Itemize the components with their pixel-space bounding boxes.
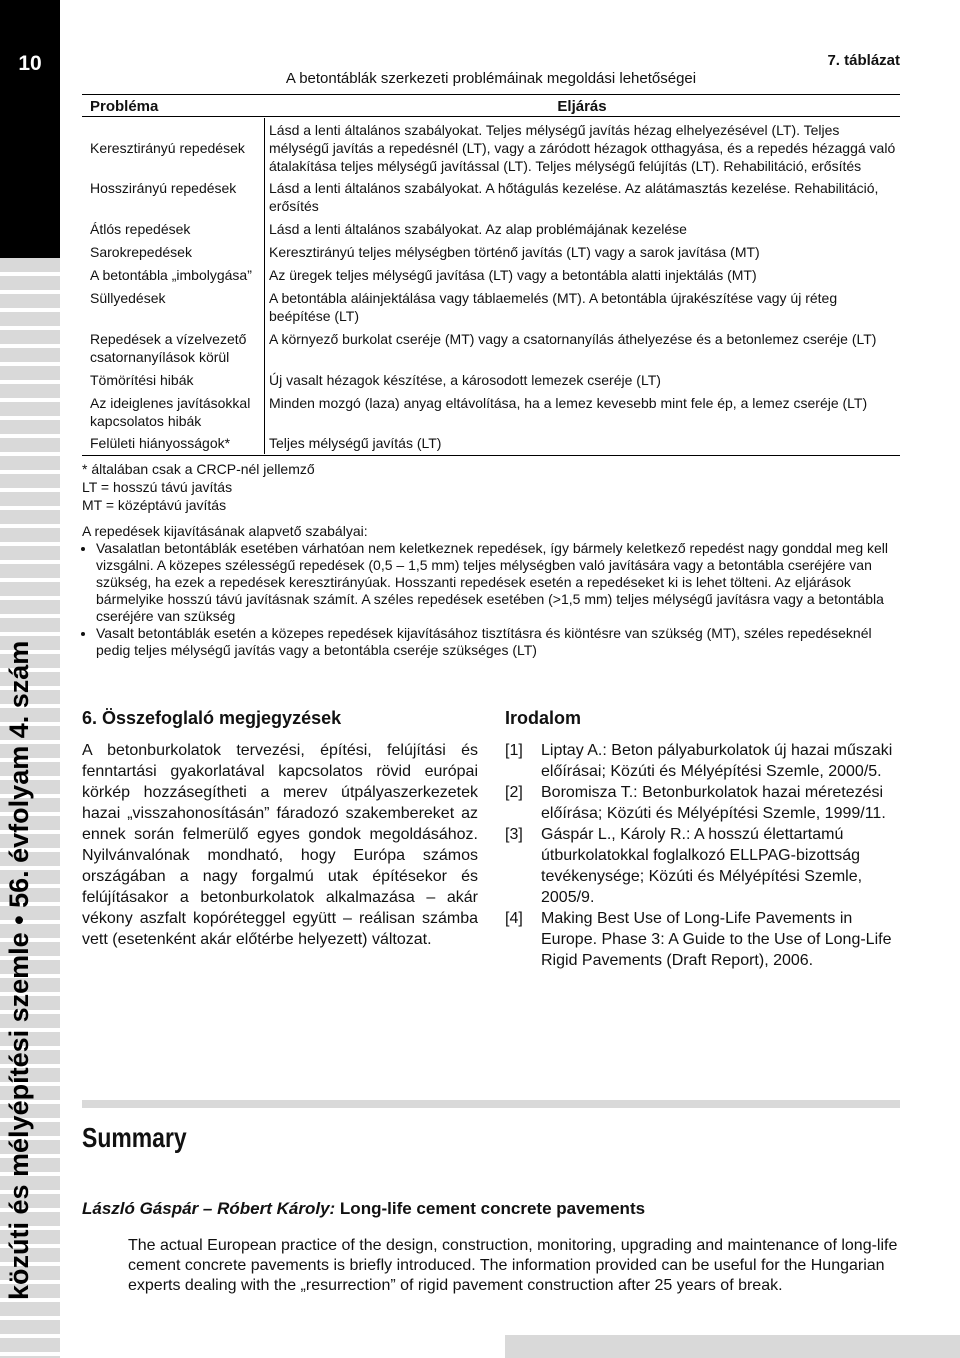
- page-number: 10: [18, 52, 42, 75]
- table-cell-problem: Repedések a vízelvezető csatornanyílások körül: [90, 331, 247, 365]
- summary-author-line: [82, 1199, 645, 1219]
- table-number: 7. táblázat: [827, 52, 900, 69]
- table-cell-problem: Süllyedések: [90, 290, 166, 306]
- table-cell-method: A környező burkolat cseréje (MT) vagy a csatornanyílás áthelyezése és a betonlemez cseréje (LT): [269, 331, 877, 347]
- reference-text: Making Best Use of Long-Life Pavements in Europe. Phase 3: A Guide to the Use of Long-Life Rigid Pavements (Draft Report), 2006.: [541, 910, 892, 969]
- table-header-problem: Probléma: [90, 98, 159, 115]
- table-cell-problem: A betontábla „imbolygása”: [90, 267, 252, 283]
- reference-number: [1]: [505, 742, 523, 759]
- table-cell-method: Lásd a lenti általános szabályokat. A hőtágulás kezelése. Az alátámasztás kezelése. Rehabilitáció, erősítés: [269, 180, 879, 214]
- table-cell-method: Lásd a lenti általános szabályokat. Az alap problémájának kezelése: [269, 221, 687, 237]
- rules-intro: A repedések kijavításának alapvető szabályai:: [82, 523, 368, 539]
- reference-item: [505, 782, 901, 824]
- reference-number: [4]: [505, 910, 523, 927]
- rules-list: [82, 540, 902, 659]
- summary-divider: [82, 1100, 900, 1108]
- summary-article-title: Long-life cement concrete pavements: [339, 1199, 646, 1218]
- summary-title: Summary: [82, 1122, 187, 1153]
- repair-rules: [82, 523, 902, 659]
- footnote: * általában csak a CRCP-nél jellemző: [82, 461, 315, 477]
- footnote: MT = középtávú javítás: [82, 497, 227, 513]
- reference-item: [505, 908, 901, 971]
- table-cell-problem: Átlós repedések: [90, 221, 191, 237]
- table-cell-method: Új vasalt hézagok készítése, a károsodott lemezek cseréje (LT): [269, 372, 661, 388]
- reference-item: [505, 740, 901, 782]
- table-cell-method: Keresztirányú teljes mélységben történő javítás (LT) vagy a sarok javítása (MT): [269, 244, 760, 260]
- references-heading: Irodalom: [505, 708, 582, 728]
- section-body: A betonburkolatok tervezési, építési, felújítási és fenntartási gyakorlatával kapcsolatos rövid európai körkép hozzásegítheti a merev útpályaszerkezetek hazai „visszahonosításán” fáradozó szakembereket az ennek során felmerülő egyes gondok megoldásához. Nyilvánvalónak mondható, hogy Európa számos országában a nagy forgalmú utak építésekor és felújításakor a betonburkolatok alkalmazása – akár vékony aszfalt kopóréteggel együtt – reálisan számba vett (esetenként akár előtérbe helyezett) változat.: [82, 742, 478, 948]
- reference-text: Boromisza T.: Betonburkolatok hazai méretezési előírása; Közúti és Mélyépítési Szemle, 1999/11.: [541, 784, 886, 822]
- section-heading: 6. Összefoglaló megjegyzések: [82, 708, 342, 728]
- table-column-divider: [264, 118, 265, 454]
- table-cell-problem: Sarokrepedések: [90, 244, 192, 260]
- summary-text: The actual European practice of the design, construction, monitoring, upgrading and maintenance of long-life cement concrete pavements is briefly introduced. The information provided can be useful for the Hungarian experts dealing with the „resurrection” of rigid pavement construction after 25 years of break.: [128, 1237, 898, 1294]
- summary-authors: László Gáspár – Róbert Károly:: [82, 1199, 336, 1218]
- table-cell-method: Lásd a lenti általános szabályokat. Teljes mélységű javítás hézag elhelyezésével (LT). Teljes mélységű javítás a repedésnél (LT), vagy a záródott hézagok otthagyása, és a repedés hézaggá való átalakítása teljes mélységű javítással (LT). Teljes mélységű felújítás (LT). Rehabilitáció, erősítés: [269, 122, 896, 174]
- table-cell-method: Teljes mélységű javítás (LT): [269, 435, 442, 451]
- table-cell-problem: Hosszirányú repedések: [90, 180, 237, 196]
- table-header-method: Eljárás: [557, 98, 607, 115]
- table-cell-problem: Az ideiglenes javításokkal kapcsolatos hibák: [90, 395, 251, 429]
- page-number-box: [0, 0, 60, 258]
- references-list: [505, 740, 901, 971]
- journal-title-vertical: közúti és mélyépítési szemle • 56. évfolyam 4. szám: [4, 640, 34, 1300]
- table-cell-problem: Keresztirányú repedések: [90, 140, 245, 156]
- table-caption: A betontáblák szerkezeti problémáinak megoldási lehetőségei: [285, 70, 697, 87]
- table-cell-method: A betontábla aláinjektálása vagy táblaemelés (MT). A betontábla újrakészítése vagy új réteg beépítése (LT): [269, 290, 838, 324]
- reference-number: [3]: [505, 826, 523, 843]
- reference-item: [505, 824, 901, 908]
- footnote: LT = hosszú távú javítás: [82, 479, 233, 495]
- table-header-line: [82, 116, 900, 117]
- reference-text: Gáspár L., Károly R.: A hosszú élettartamú útburkolatokkal foglalkozó ELLPAG-bizottság tevékenysége; Közúti és Mélyépítési Szemle, 2005/9.: [541, 826, 863, 906]
- reference-number: [2]: [505, 784, 523, 801]
- rules-item: • Vasalt betontáblák esetén a közepes repedések kijavításához tisztításra és kiöntésre van szükség (MT), széles repedéseknél pedig teljes mélységű javítás vagy a betontábla cseréje szükséges (LT): [96, 625, 902, 659]
- table-cell-method: Az üregek teljes mélységű javítása (LT) vagy a betontábla alatti injektálás (MT): [269, 267, 757, 283]
- table-footnotes: [82, 460, 315, 514]
- reference-text: Liptay A.: Beton pályaburkolatok új hazai műszaki előírásai; Közúti és Mélyépítési Szemle, 2000/5.: [541, 742, 893, 780]
- footer-bar: [505, 1335, 960, 1358]
- table-cell-problem: Tömörítési hibák: [90, 372, 194, 388]
- table-cell-method: Minden mozgó (laza) anyag eltávolítása, ha a lemez kevesebb mint fele ép, a lemez cseréje (LT): [269, 395, 868, 411]
- rules-item: • Vasalatlan betontáblák esetében várhatóan nem keletkeznek repedések, így bármely keletkező repedést nagy gonddal meg kell vizsgálni. A közepes szélességű repedések (0,5 – 1,5 mm) teljes mélységben való javítására vagy a betontábla cseréjére van szükség, ha ezek a repedések keresztirányúak. Hosszanti repedések esetén a repedéseket ki is lehet tölteni. Az eljárások bármelyike hosszú távú javításnak számít. A széles repedések esetében (>1,5 mm) teljes mélységű javításra vagy a betontábla cseréjére van szükség: [96, 540, 902, 625]
- table-cell-problem: Felületi hiányosságok*: [90, 435, 231, 451]
